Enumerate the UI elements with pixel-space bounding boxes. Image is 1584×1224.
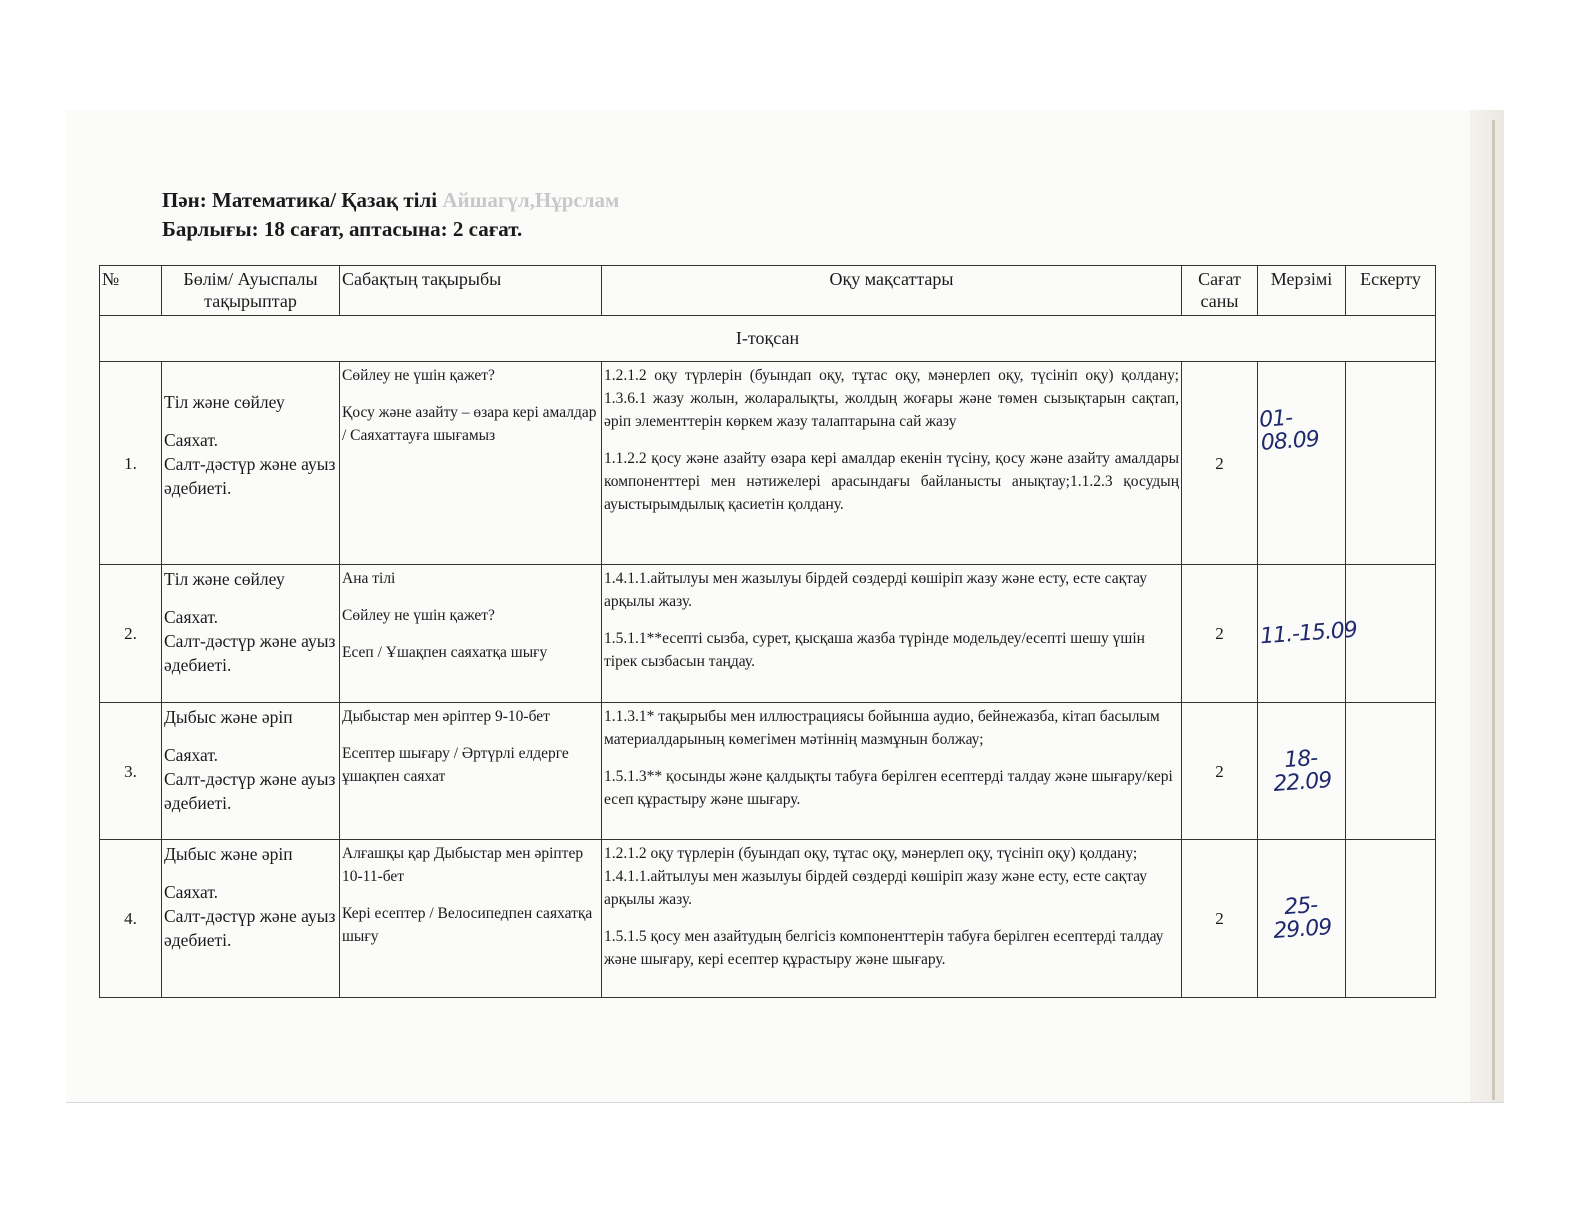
- hours-total-line: Барлығы: 18 сағат, аптасына: 2 сағат.: [162, 217, 523, 241]
- hours-cell: 2: [1182, 703, 1258, 840]
- table-row: [100, 362, 1436, 565]
- topic-cell: [340, 362, 602, 565]
- header-row: [100, 266, 1436, 316]
- section-theme: Саяхат.: [164, 882, 219, 902]
- row-number: 2.: [100, 565, 162, 703]
- section-cell: [162, 565, 340, 703]
- objective-text: 1.1.3.1* тақырыбы мен иллюстрациясы бойынша аудио, бейнежазба, кітап басылым материалдарының көмегімен мәтіннің мазмұнын болжау;: [604, 708, 1160, 748]
- subject-line: [162, 186, 619, 215]
- quarter-label: І-тоқсан: [100, 316, 1436, 362]
- objective-text: 1.2.1.2 оқу түрлерін (буындап оқу, тұтас оқу, мәнерлеп оқу, түсініп оқу) қолдану; 1.4.1.1.айтылуы мен жазылуы бірдей сөздерді көшіріп жазу және есту, есте сақтау арқылы жазу.: [604, 845, 1147, 908]
- header-hours: Сағат саны: [1182, 266, 1258, 316]
- quarter-row: [100, 316, 1436, 362]
- subject-text: Пән: Математика/ Қазақ тілі: [162, 188, 438, 212]
- lesson-plan-table: [99, 265, 1436, 998]
- section-cell: [162, 840, 340, 998]
- topic-line: Есептер шығару / Әртүрлі елдерге ұшақпен саяхат: [342, 745, 569, 785]
- section-title: Дыбыс және әріп: [164, 844, 293, 864]
- hours-cell: 2: [1182, 362, 1258, 565]
- hours-cell: 2: [1182, 565, 1258, 703]
- topic-line: Дыбыстар мен әріптер 9-10-бет: [342, 708, 550, 725]
- table-row: [100, 703, 1436, 840]
- hours-cell: 2: [1182, 840, 1258, 998]
- header-num: №: [100, 266, 162, 316]
- section-title: Дыбыс және әріп: [164, 707, 293, 727]
- header-section: Бөлім/ Ауыспалы тақырыптар: [162, 266, 340, 316]
- handwritten-date: 01-08.09: [1258, 405, 1320, 456]
- objective-text: 1.5.1.1**есепті сызба, сурет, қысқаша жазба түрінде модельдеу/есепті шешу үшін тірек сызбасын таңдау.: [604, 630, 1145, 670]
- date-cell: [1258, 362, 1346, 565]
- table-row: [100, 840, 1436, 998]
- note-cell: [1346, 362, 1436, 565]
- note-cell: [1346, 840, 1436, 998]
- section-subtheme: Салт-дәстүр және ауыз әдебиеті.: [164, 906, 336, 950]
- header-topic: Сабақтың тақырыбы: [340, 266, 602, 316]
- objective-text: 1.1.2.2 қосу және азайту өзара кері амалдар екенін түсіну, қосу және азайту амалдары компоненттері мен нәтижелері арасындағы байланысты анықтау;1.1.2.3 қосудың ауыстырымдылық қасиетін қолдану.: [604, 450, 1179, 513]
- topic-line: Қосу және азайту – өзара кері амалдар / Саяхаттауға шығамыз: [342, 404, 597, 444]
- section-theme: Саяхат.: [164, 430, 219, 450]
- topic-line: Есеп / Ұшақпен саяхатқа шығу: [342, 644, 548, 661]
- date-cell: [1258, 840, 1346, 998]
- objective-text: 1.5.1.3** қосынды және қалдықты табуға берілген есептерді талдау және шығару/кері есеп құрастыру және шығару.: [604, 768, 1173, 808]
- objective-text: 1.5.1.5 қосу мен азайтудың белгісіз компоненттерін табуға берілген есептерді талдау және шығару, кері есептер құрастыру және шығару.: [604, 928, 1164, 968]
- section-cell: [162, 703, 340, 840]
- row-number: 1.: [100, 362, 162, 565]
- document-heading: [162, 186, 619, 244]
- objectives-cell: [602, 840, 1182, 998]
- note-cell: [1346, 565, 1436, 703]
- date-cell: [1258, 703, 1346, 840]
- topic-cell: [340, 565, 602, 703]
- paper-edge: [1470, 110, 1504, 1102]
- handwritten-date: 18-22.09: [1272, 745, 1333, 797]
- objectives-cell: [602, 565, 1182, 703]
- topic-cell: [340, 703, 602, 840]
- objective-text: 1.2.1.2 оқу түрлерін (буындап оқу, тұтас оқу, мәнерлеп оқу, түсініп оқу) қолдану; 1.3.6.1 жазу жолын, жоларалықты, жолдың жоғары және төмен сызықтарын сақтап, әріп элементтерін көркем жазу талаптарына сай жазу: [604, 367, 1179, 430]
- topic-line: Алғашқы қар Дыбыстар мен әріптер 10-11-бет: [342, 845, 584, 885]
- handwritten-date: 25-29.09: [1272, 892, 1333, 944]
- section-title: Тіл және сөйлеу: [164, 569, 285, 589]
- row-number: 3.: [100, 703, 162, 840]
- section-theme: Саяхат.: [164, 745, 219, 765]
- header-note: Ескерту: [1346, 266, 1436, 316]
- section-subtheme: Салт-дәстүр және ауыз әдебиеті.: [164, 631, 336, 675]
- table-row: [100, 565, 1436, 703]
- note-cell: [1346, 703, 1436, 840]
- handwritten-date: 11.-15.09: [1259, 617, 1358, 649]
- section-subtheme: Салт-дәстүр және ауыз әдебиеті.: [164, 769, 336, 813]
- objectives-cell: [602, 703, 1182, 840]
- topic-line: Ана тілі: [342, 570, 396, 587]
- paper-edge-line: [1492, 120, 1495, 1100]
- topic-line: Кері есептер / Велосипедпен саяхатқа шығу: [342, 905, 593, 945]
- topic-cell: [340, 840, 602, 998]
- topic-line: Сөйлеу не үшін қажет?: [342, 607, 495, 624]
- objective-text: 1.4.1.1.айтылуы мен жазылуы бірдей сөздерді көшіріп жазу және есту, есте сақтау арқылы жазу.: [604, 570, 1147, 610]
- section-subtheme: Салт-дәстүр және ауыз әдебиеті.: [164, 454, 336, 498]
- header-objectives: Оқу мақсаттары: [602, 266, 1182, 316]
- faded-names: Айшагүл,Нұрслам: [442, 188, 620, 212]
- section-title: Тіл және сөйлеу: [164, 392, 285, 412]
- objectives-cell: [602, 362, 1182, 565]
- date-cell: [1258, 565, 1358, 703]
- row-number: 4.: [100, 840, 162, 998]
- section-cell: [162, 362, 340, 565]
- header-date: Мерзімі: [1258, 266, 1346, 316]
- section-theme: Саяхат.: [164, 607, 219, 627]
- topic-line: Сөйлеу не үшін қажет?: [342, 367, 495, 384]
